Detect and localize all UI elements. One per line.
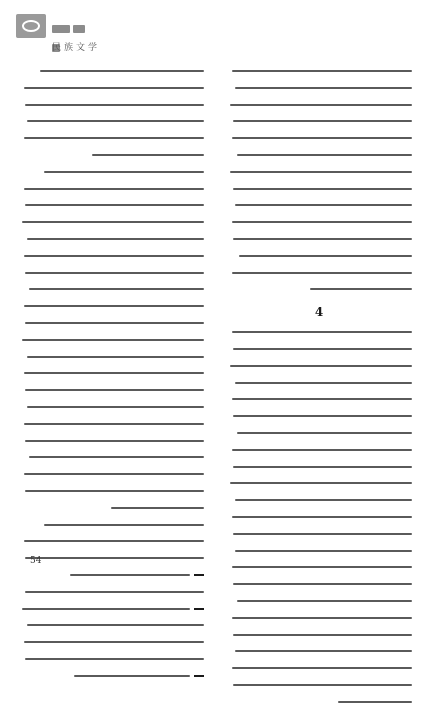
- text-line: [27, 624, 204, 626]
- text-line: [24, 305, 204, 307]
- text-line: [24, 255, 204, 257]
- text-line: [232, 449, 412, 451]
- text-line: [25, 557, 204, 559]
- text-line: [233, 238, 412, 240]
- text-line: [237, 432, 412, 434]
- dialogue-block: [18, 574, 204, 677]
- dialogue-line: [18, 675, 204, 677]
- text-line: [24, 641, 204, 643]
- text-column-left: [18, 70, 204, 691]
- text-line: [232, 617, 412, 619]
- text-line: [233, 684, 412, 686]
- text-line: [25, 204, 204, 206]
- text-line: [232, 667, 412, 669]
- text-line: [233, 533, 412, 535]
- text-line: [235, 499, 412, 501]
- text-line: [92, 154, 204, 156]
- text-line: [232, 516, 412, 518]
- paragraph: [226, 331, 412, 703]
- paragraph: [18, 171, 204, 509]
- dialogue-line: [18, 574, 204, 576]
- text-column-right: [226, 70, 412, 717]
- running-header: [0, 12, 427, 56]
- text-line: [232, 272, 412, 274]
- paragraph: [18, 70, 204, 156]
- text-line: [25, 658, 204, 660]
- text-line: [239, 255, 412, 257]
- text-line: [22, 221, 204, 223]
- text-line: [29, 288, 204, 290]
- text-line: [27, 238, 204, 240]
- text-line: [27, 356, 204, 358]
- text-line: [235, 87, 412, 89]
- text-line: [232, 331, 412, 333]
- text-line: [235, 382, 412, 384]
- text-line: [29, 456, 204, 458]
- text-line: [233, 120, 412, 122]
- paragraph: [226, 70, 412, 290]
- text-line: [232, 398, 412, 400]
- text-line: [24, 372, 204, 374]
- text-line: [232, 70, 412, 72]
- journal-logo-icon: [16, 14, 46, 38]
- text-line: [310, 288, 412, 290]
- text-line: [24, 473, 204, 475]
- text-line: [232, 221, 412, 223]
- text-line: [24, 137, 204, 139]
- text-line: [232, 137, 412, 139]
- text-line: [25, 490, 204, 492]
- text-line: [22, 339, 204, 341]
- text-line: [230, 482, 412, 484]
- text-line: [232, 566, 412, 568]
- text-line: [44, 171, 204, 173]
- dialogue-line: [18, 608, 204, 610]
- text-line: [233, 348, 412, 350]
- text-line: [44, 524, 204, 526]
- text-line: [233, 466, 412, 468]
- text-line: [25, 591, 204, 593]
- text-line: [25, 389, 204, 391]
- text-line: [25, 440, 204, 442]
- text-line: [233, 188, 412, 190]
- text-line: [233, 583, 412, 585]
- text-line: [25, 272, 204, 274]
- text-line: [233, 634, 412, 636]
- section-number: 4: [314, 305, 324, 320]
- text-line: [235, 550, 412, 552]
- text-line: [235, 204, 412, 206]
- text-line: [27, 406, 204, 408]
- text-line: [25, 104, 204, 106]
- text-line: [24, 87, 204, 89]
- journal-title-uyghur: [52, 18, 98, 30]
- page-number: 54: [30, 556, 42, 566]
- journal-title-chinese: 民族文学: [52, 43, 101, 53]
- text-line: [25, 322, 204, 324]
- text-line: [40, 70, 204, 72]
- text-line: [24, 540, 204, 542]
- text-line: [24, 423, 204, 425]
- text-line: [237, 154, 412, 156]
- text-line: [230, 365, 412, 367]
- text-line: [233, 415, 412, 417]
- text-line: [27, 120, 204, 122]
- text-line: [111, 507, 204, 509]
- text-line: [24, 188, 204, 190]
- text-line: [235, 650, 412, 652]
- text-line: [338, 701, 412, 703]
- text-line: [230, 171, 412, 173]
- text-line: [230, 104, 412, 106]
- paragraph: [18, 524, 204, 560]
